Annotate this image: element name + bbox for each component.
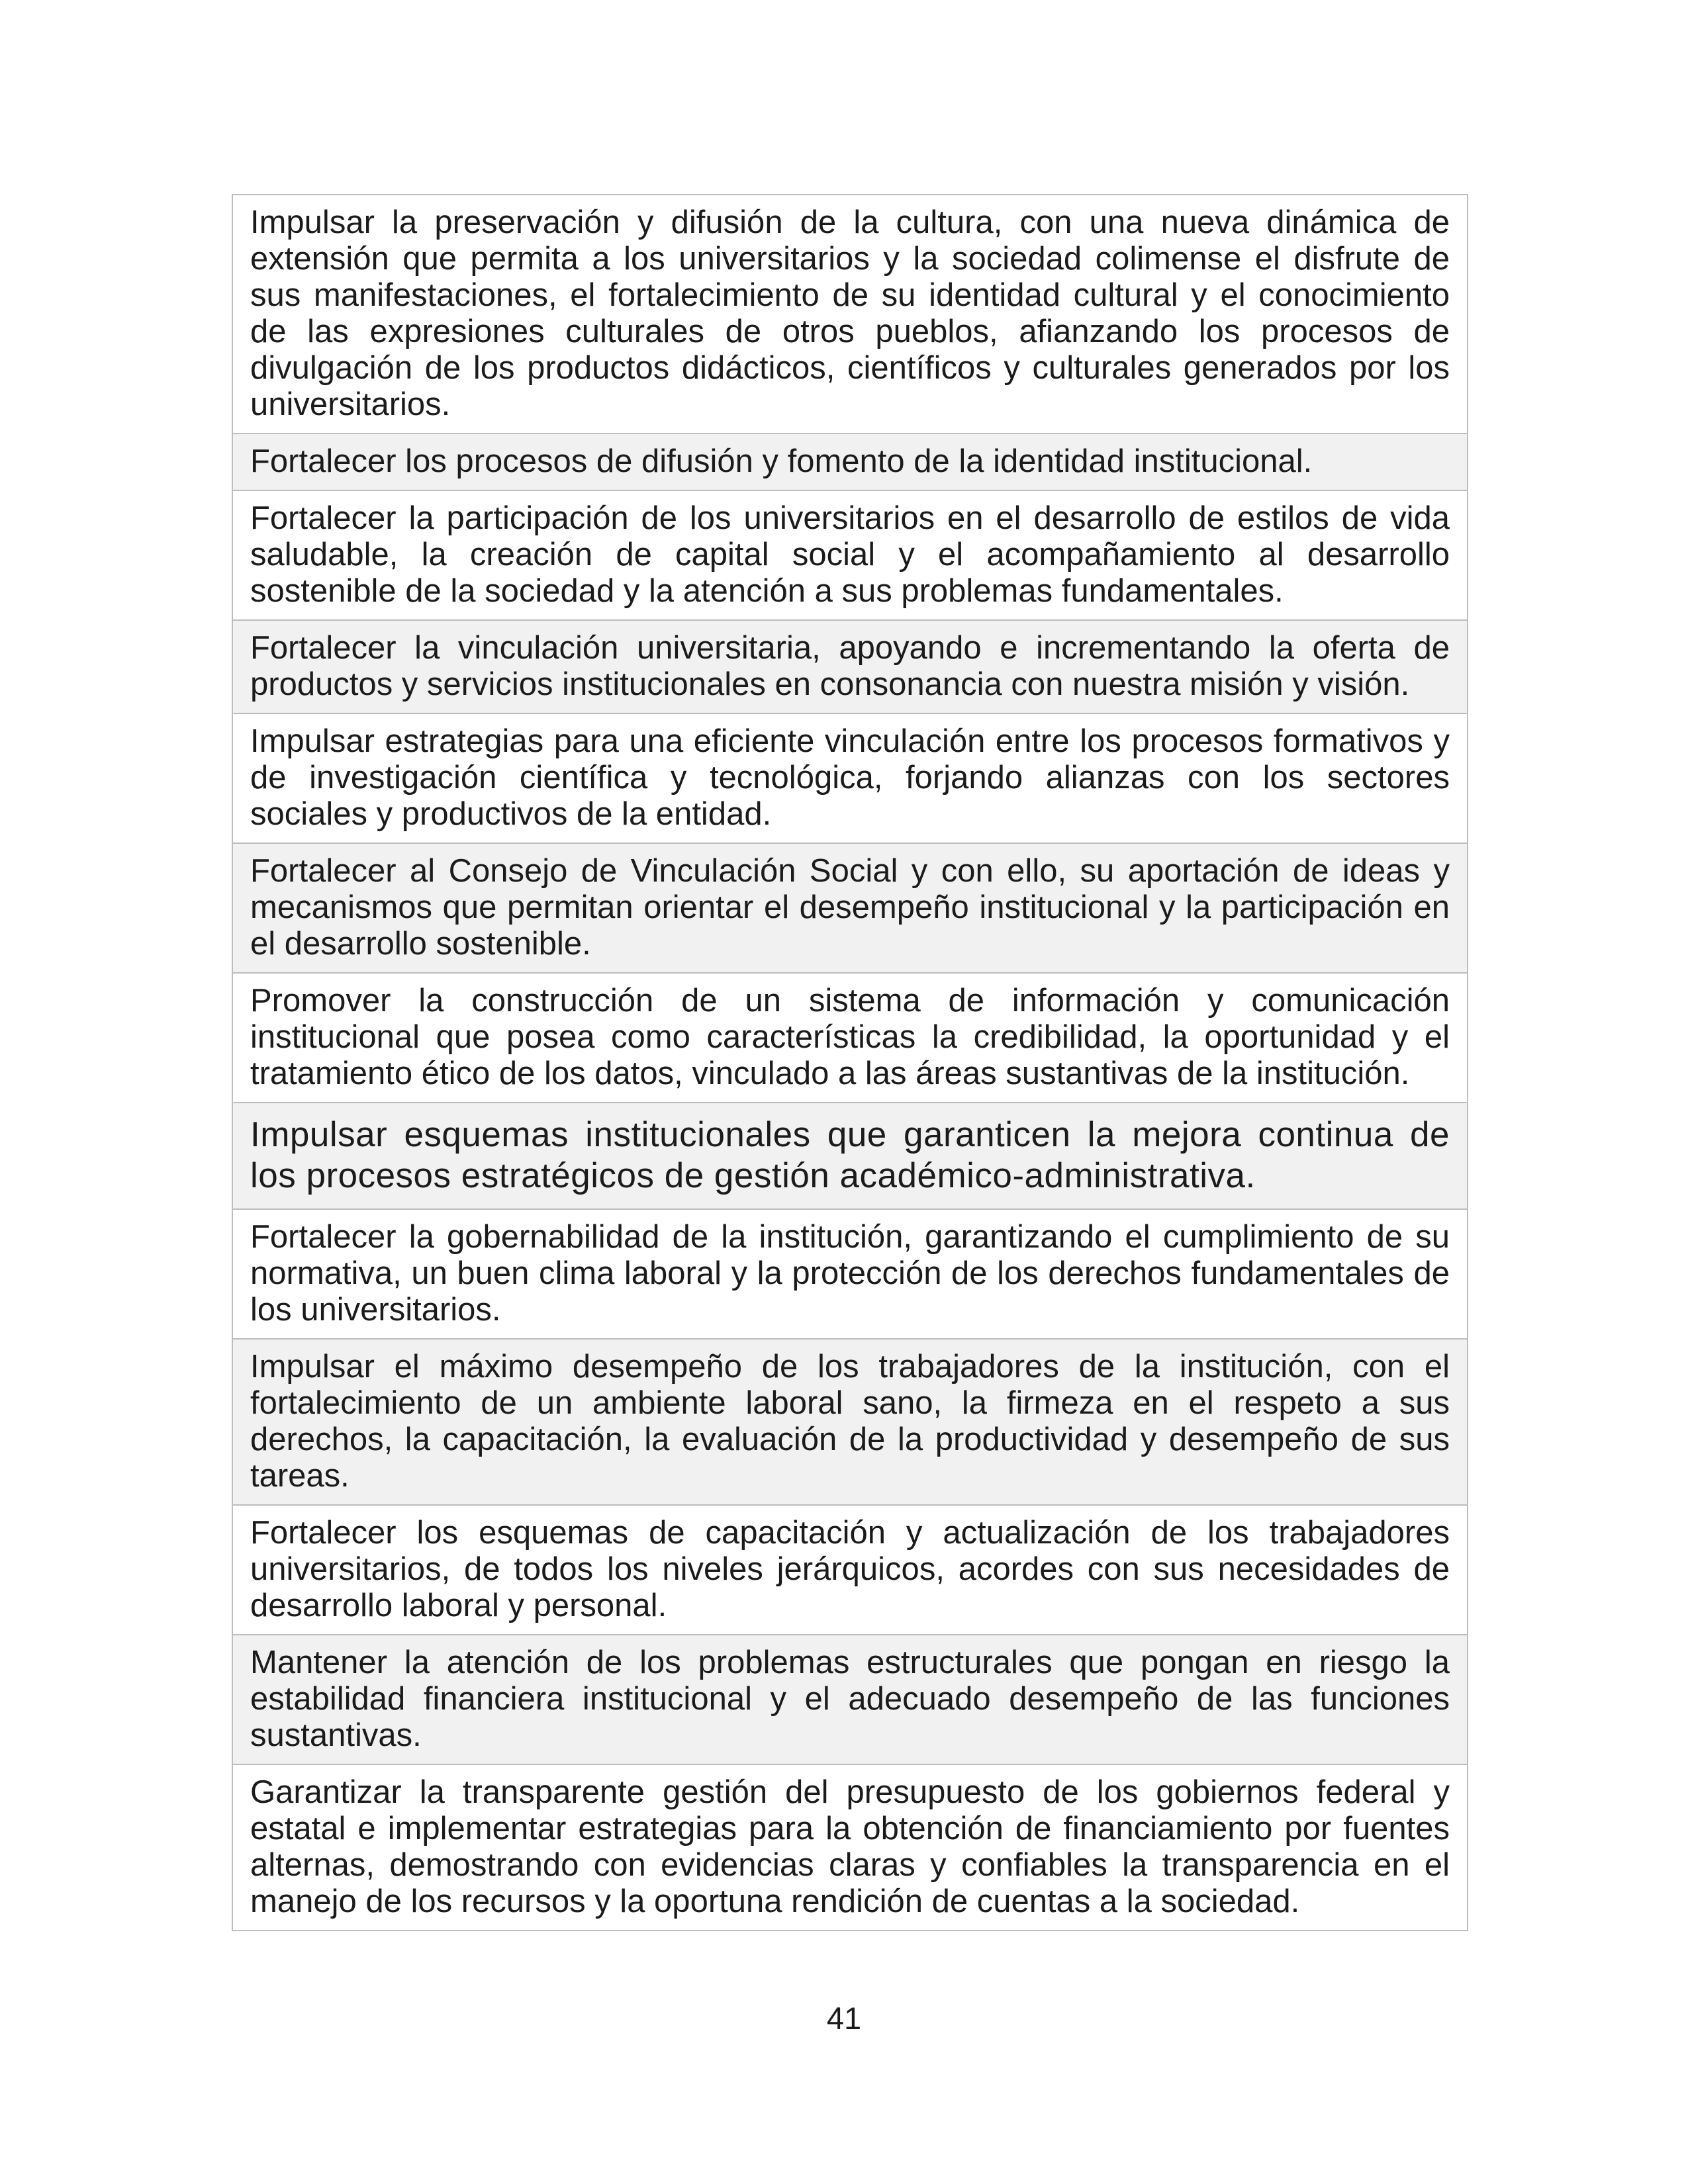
table-row: Fortalecer los esquemas de capacitación y actualización de los trabajadores universitarios, de todos los niveles jerárquicos, acordes con sus necesidades de desarrollo laboral y personal. bbox=[233, 1504, 1467, 1634]
objectives-table bbox=[232, 194, 1468, 1931]
table-row: Impulsar el máximo desempeño de los trabajadores de la institución, con el fortalecimiento de un ambiente laboral sano, la firmeza en el respeto a sus derechos, la capacitación, la evaluación de la productividad y desempeño de sus tareas. bbox=[233, 1338, 1467, 1504]
table-row: Fortalecer los procesos de difusión y fomento de la identidad institucional. bbox=[233, 433, 1467, 490]
table-row: Mantener la atención de los problemas estructurales que pongan en riesgo la estabilidad financiera institucional y el adecuado desempeño de las funciones sustantivas. bbox=[233, 1634, 1467, 1764]
table-row: Fortalecer la vinculación universitaria, apoyando e incrementando la oferta de productos y servicios institucionales en consonancia con nuestra misión y visión. bbox=[233, 619, 1467, 713]
page-number: 41 bbox=[826, 2001, 862, 2036]
table-row: Garantizar la transparente gestión del presupuesto de los gobiernos federal y estatal e implementar estrategias para la obtención de financiamiento por fuentes alternas, demostrando con evidencias claras y confiables la transparencia en el manejo de los recursos y la oportuna rendición de cuentas a la sociedad. bbox=[233, 1764, 1467, 1930]
table-row: Impulsar la preservación y difusión de la cultura, con una nueva dinámica de extensión que permita a los universitarios y la sociedad colimense el disfrute de sus manifestaciones, el fortalecimiento de su identidad cultural y el conocimiento de las expresiones culturales de otros pueblos, afianzando los procesos de divulgación de los productos didácticos, científicos y culturales generados por los universitarios. bbox=[233, 195, 1467, 433]
table-row: Promover la construcción de un sistema de información y comunicación institucional que posea como características la credibilidad, la oportunidad y el tratamiento ético de los datos, vinculado a las áreas sustantivas de la institución. bbox=[233, 972, 1467, 1102]
table-row: Fortalecer la participación de los universitarios en el desarrollo de estilos de vida saludable, la creación de capital social y el acompañamiento al desarrollo sostenible de la sociedad y la atención a sus problemas fundamentales. bbox=[233, 490, 1467, 619]
table-row: Fortalecer al Consejo de Vinculación Social y con ello, su aportación de ideas y mecanismos que permitan orientar el desempeño institucional y la participación en el desarrollo sostenible. bbox=[233, 842, 1467, 972]
table-row: Impulsar estrategias para una eficiente vinculación entre los procesos formativos y de investigación científica y tecnológica, forjando alianzas con los sectores sociales y productivos de la entidad. bbox=[233, 713, 1467, 842]
table-row: Fortalecer la gobernabilidad de la institución, garantizando el cumplimiento de su normativa, un buen clima laboral y la protección de los derechos fundamentales de los universitarios. bbox=[233, 1208, 1467, 1338]
table-row: Impulsar esquemas institucionales que garanticen la mejora continua de los procesos estratégicos de gestión académico-administrativa. bbox=[233, 1102, 1467, 1208]
